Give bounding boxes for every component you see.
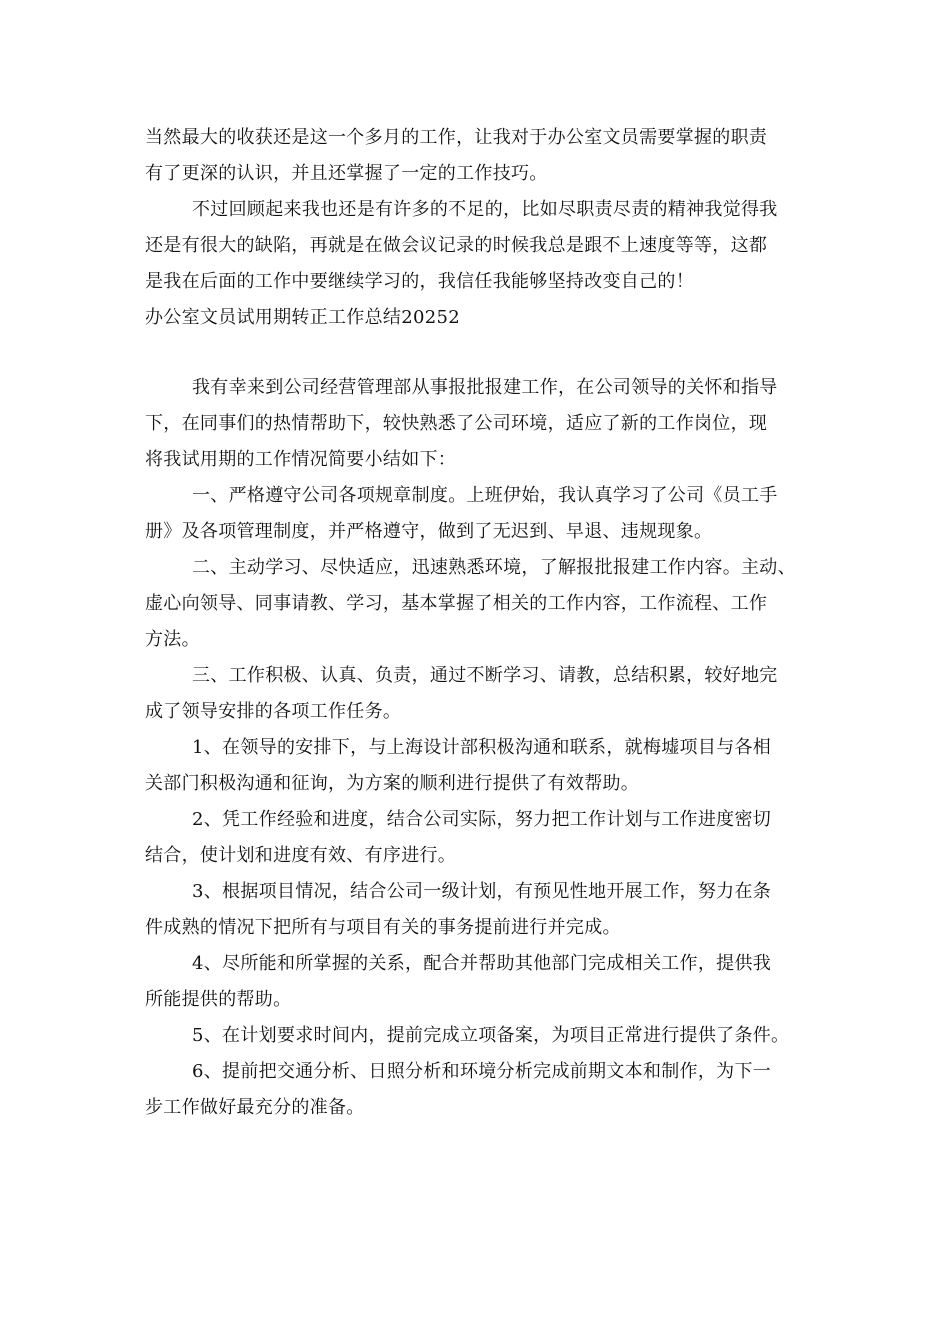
text-line: 一、严格遵守公司各项规章制度。上班伊始，我认真学习了公司《员工手 [192,485,778,506]
text-line: 是我在后面的工作中要继续学习的，我信任我能够坚持改变自己的！ [145,271,694,292]
text-line: 方法。 [145,629,200,650]
text-line: 还是有很大的缺陷，再就是在做会议记录的时候我总是跟不上速度等等，这都 [145,235,768,256]
text-line: 结合，使计划和进度有效、有序进行。 [145,845,457,866]
text-line: 成了领导安排的各项工作任务。 [145,701,402,722]
text-line: 4、尽所能和所掌握的关系，配合并帮助其他部门完成相关工作，提供我 [192,953,772,974]
text-line: 6、提前把交通分析、日照分析和环境分析完成前期文本和制作，为下一 [192,1061,772,1082]
text-line: 将我试用期的工作情况简要小结如下： [145,449,457,470]
text-line: 关部门积极沟通和征询，为方案的顺利进行提供了有效帮助。 [145,773,640,794]
text-line: 三、工作积极、认真、负责，通过不断学习、请教，总结积累，较好地完 [192,665,778,686]
text-line: 所能提供的帮助。 [145,989,292,1010]
text-line: 下，在同事们的热情帮助下，较快熟悉了公司环境，适应了新的工作岗位，现 [145,413,768,434]
text-line: 不过回顾起来我也还是有许多的不足的，比如尽职责尽责的精神我觉得我 [192,199,778,220]
text-line: 有了更深的认识，并且还掌握了一定的工作技巧。 [145,163,548,184]
text-line: 5、在计划要求时间内，提前完成立项备案，为项目正常进行提供了条件。 [192,1025,790,1046]
text-line: 册》及各项管理制度，并严格遵守，做到了无迟到、早退、违规现象。 [145,521,713,542]
text-line: 件成熟的情况下把所有与项目有关的事务提前进行并完成。 [145,917,621,938]
text-line: 步工作做好最充分的准备。 [145,1097,365,1118]
section-title: 办公室文员试用期转正工作总结20252 [145,307,460,328]
text-line: 2、凭工作经验和进度，结合公司实际，努力把工作计划与工作进度密切 [192,809,772,830]
text-line: 1、在领导的安排下，与上海设计部积极沟通和联系，就梅墟项目与各相 [192,737,772,758]
text-line: 二、主动学习、尽快适应，迅速熟悉环境，了解报批报建工作内容。主动、 [192,557,796,578]
text-line: 当然最大的收获还是这一个多月的工作，让我对于办公室文员需要掌握的职责 [145,127,768,148]
text-line: 我有幸来到公司经营管理部从事报批报建工作，在公司领导的关怀和指导 [192,377,778,398]
text-line: 虚心向领导、同事请教、学习，基本掌握了相关的工作内容，工作流程、工作 [145,593,768,614]
text-line: 3、根据项目情况，结合公司一级计划，有预见性地开展工作，努力在条 [192,881,772,902]
